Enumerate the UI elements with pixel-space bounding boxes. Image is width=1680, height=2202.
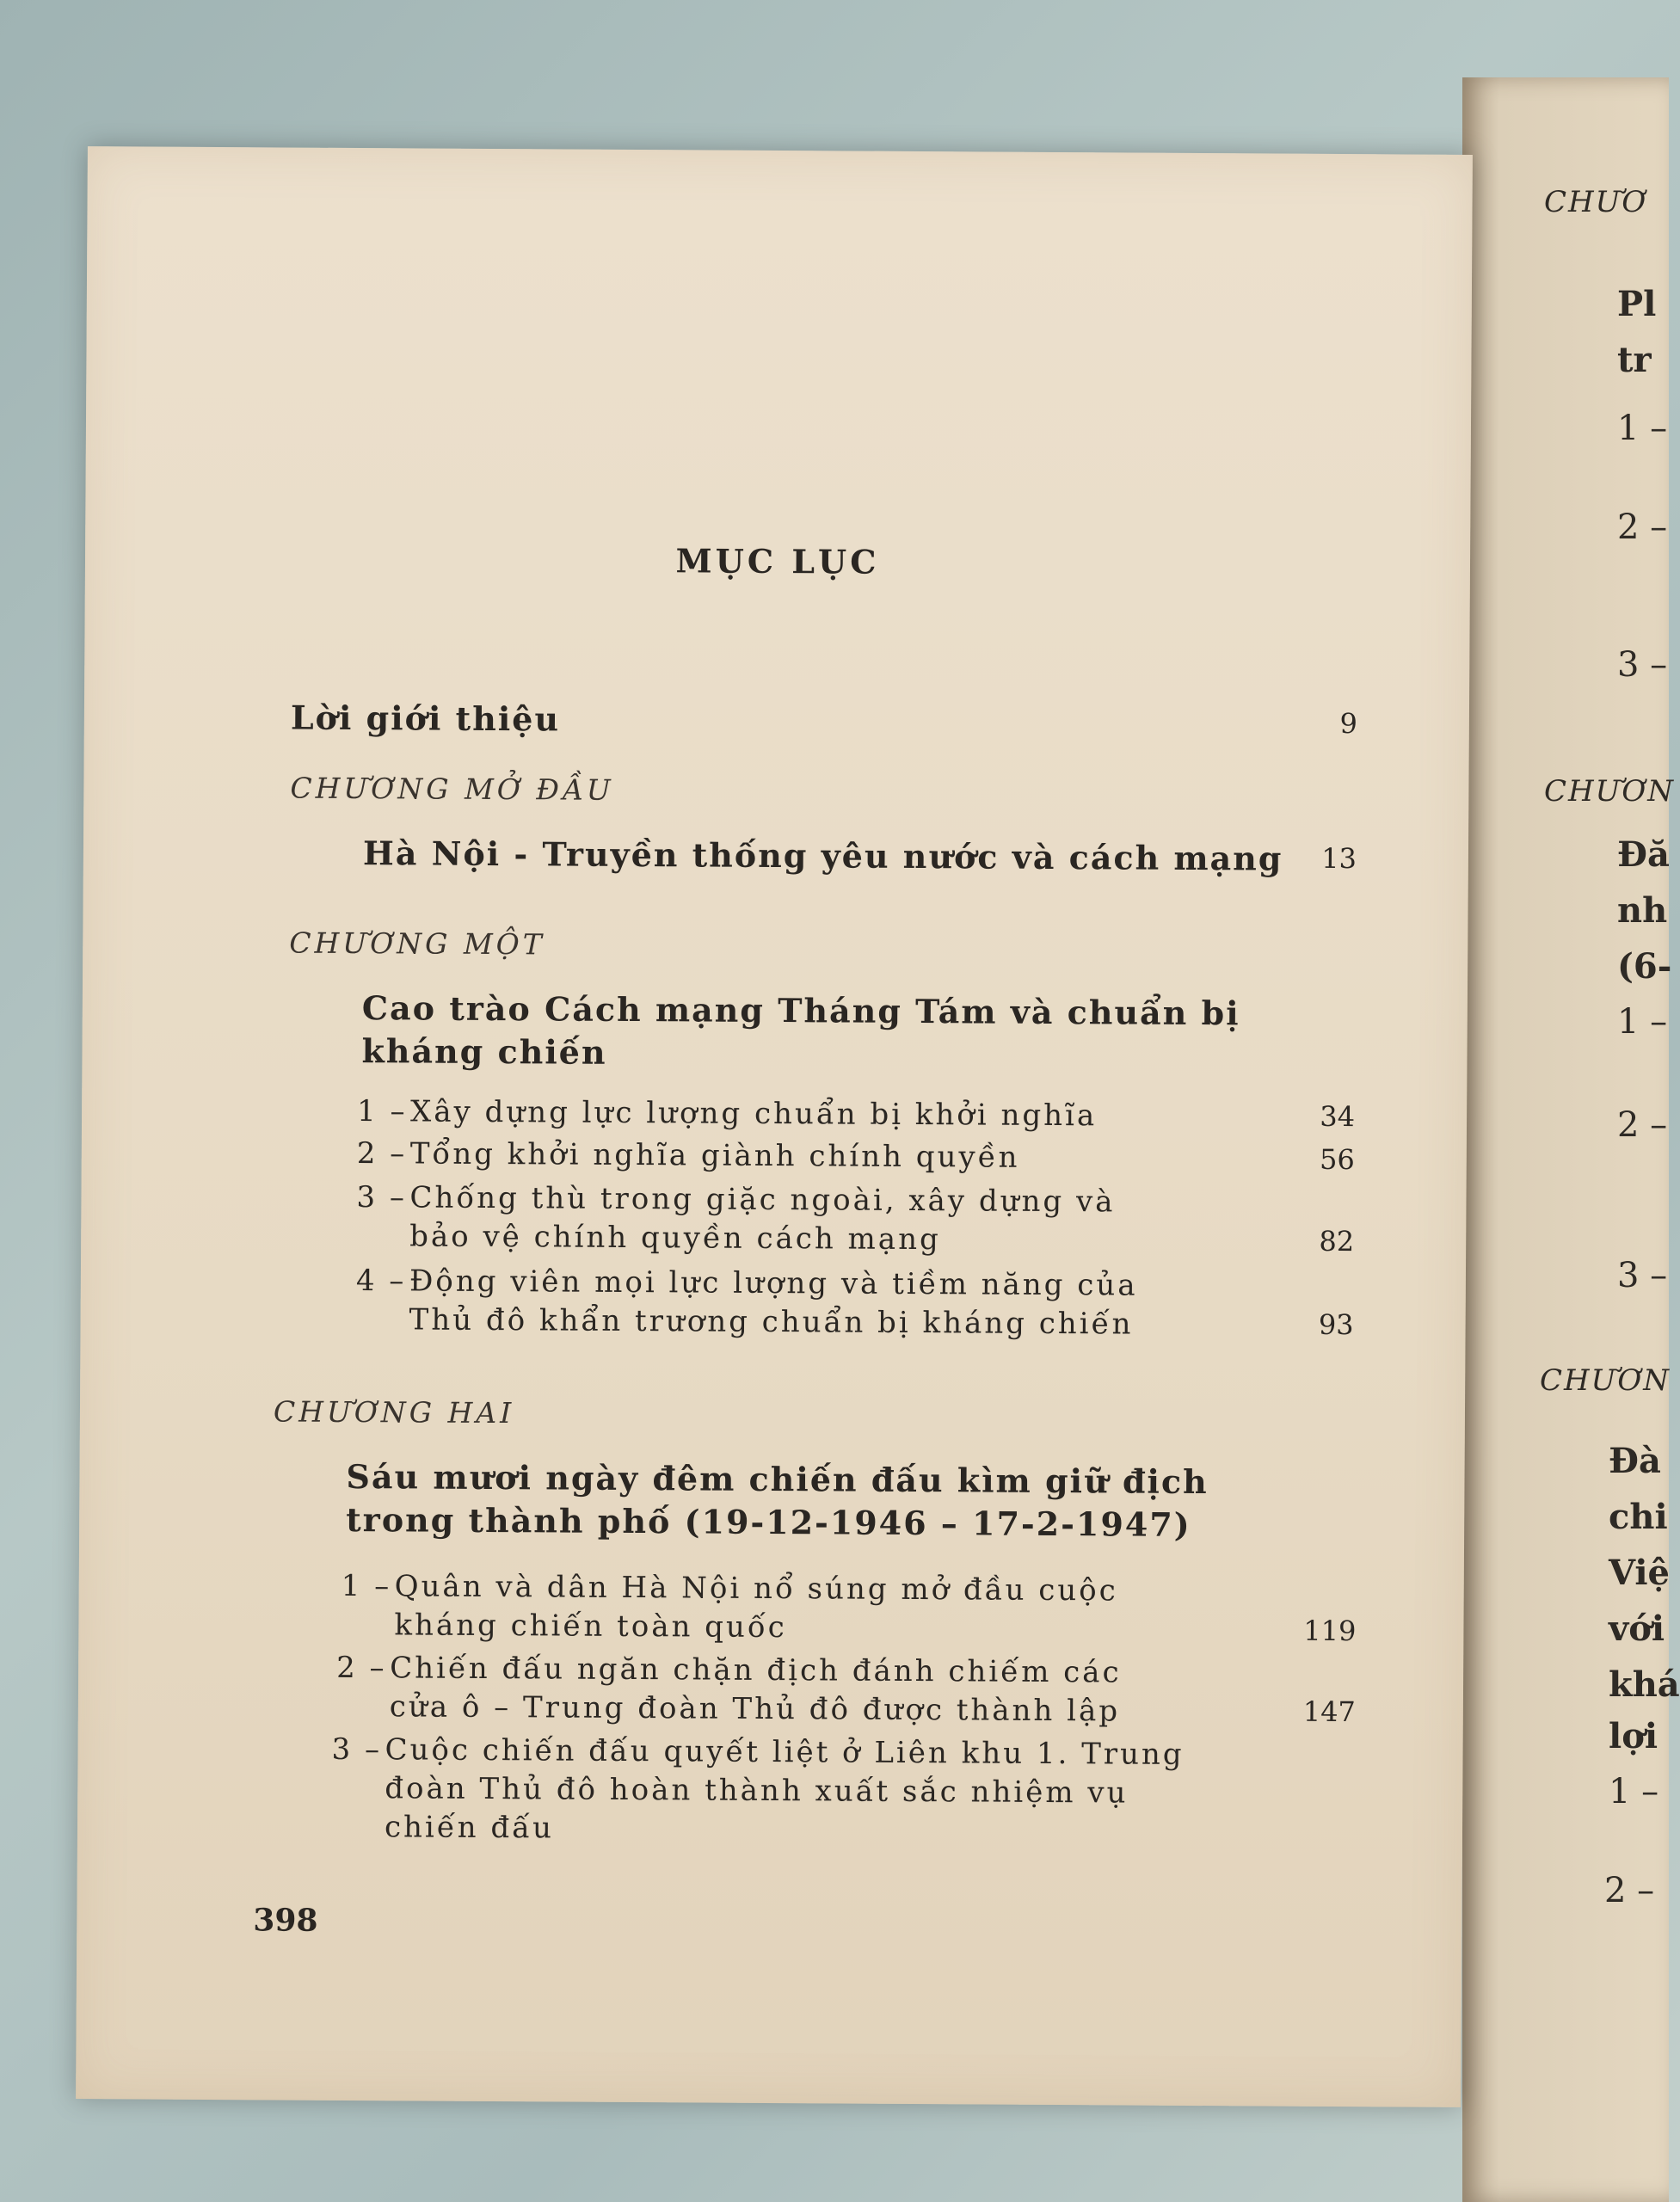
- facing-text: lợi: [1609, 1716, 1658, 1756]
- chapter-title-line: Sáu mươi ngày đêm chiến đấu kìm giữ địch: [346, 1456, 1209, 1502]
- section-number: 3 –: [331, 1731, 383, 1768]
- toc-section: [357, 1135, 1320, 1179]
- section-number: 4 –: [355, 1264, 407, 1299]
- section-text: Cuộc chiến đấu quyết liệt ở Liên khu 1. Trung: [385, 1732, 1185, 1772]
- section-page-number: 147: [1302, 1695, 1356, 1729]
- page-title: MỤC LỤC: [675, 541, 880, 581]
- facing-text: 2 –: [1604, 1871, 1655, 1910]
- chapter-title: Hà Nội - Truyền thống yêu nước và cách mạng: [362, 833, 1283, 878]
- section-number: 2 –: [356, 1136, 408, 1172]
- facing-text: khá: [1609, 1664, 1680, 1705]
- book-page: [76, 146, 1473, 2107]
- chapter-title-line: trong thành phố (19-12-1946 – 17-2-1947): [346, 1499, 1191, 1544]
- section-text: Động viên mọi lực lượng và tiềm năng của: [409, 1264, 1138, 1303]
- toc-section: [355, 1262, 1320, 1345]
- intro-title: Lời giới thiệu: [290, 698, 561, 739]
- intro-page-number: 9: [1339, 707, 1357, 741]
- section-text: Chiến đấu ngăn chặn địch đánh chiếm các: [390, 1651, 1122, 1690]
- toc-section: [331, 1731, 1313, 1853]
- facing-chapter-label: CHƯƠN: [1544, 774, 1675, 809]
- facing-text: 1 –: [1617, 409, 1668, 448]
- page-number: 398: [253, 1902, 318, 1939]
- section-text: Xây dựng lực lượng chuẩn bị khởi nghĩa: [409, 1094, 1098, 1134]
- facing-text: nh: [1617, 890, 1668, 931]
- facing-text: 2 –: [1617, 507, 1668, 547]
- section-text: đoàn Thủ đô hoàn thành xuất sắc nhiệm vụ: [385, 1771, 1129, 1811]
- facing-chapter-label: CHƯƠ: [1544, 185, 1648, 219]
- section-number: 1 –: [341, 1568, 392, 1604]
- section-number: 2 –: [336, 1650, 387, 1686]
- section-text: Quân và dân Hà Nội nổ súng mở đầu cuộc: [394, 1569, 1118, 1608]
- section-text: bảo vệ chính quyền cách mạng: [409, 1219, 941, 1258]
- toc-section: [341, 1567, 1305, 1651]
- section-text: cửa ô – Trung đoàn Thủ đô được thành lập: [389, 1689, 1121, 1729]
- facing-text: 3 –: [1617, 1256, 1668, 1295]
- facing-text: 3 –: [1617, 645, 1668, 685]
- chapter-label: CHƯƠNG HAI: [273, 1394, 515, 1430]
- section-text: chiến đấu: [384, 1810, 555, 1846]
- facing-text: 2 –: [1617, 1105, 1668, 1145]
- section-page-number: 56: [1319, 1142, 1355, 1177]
- toc-section: [336, 1649, 1301, 1732]
- section-page-number: 119: [1303, 1614, 1357, 1648]
- facing-text: Pl: [1617, 284, 1657, 324]
- section-page-number: 82: [1319, 1224, 1355, 1258]
- toc-section: [357, 1092, 1320, 1137]
- toc-section: [356, 1178, 1320, 1262]
- facing-text: 1 –: [1609, 1772, 1659, 1811]
- section-number: 3 –: [356, 1180, 408, 1215]
- section-page-number: 93: [1318, 1307, 1354, 1342]
- chapter-label: CHƯƠNG MỘT: [289, 926, 545, 962]
- section-text: Chống thù trong giặc ngoài, xây dựng và: [409, 1180, 1116, 1220]
- section-text: kháng chiến toàn quốc: [394, 1608, 787, 1645]
- section-page-number: 34: [1320, 1099, 1356, 1134]
- facing-text: 1 –: [1617, 1002, 1668, 1042]
- facing-text: (6-: [1617, 946, 1672, 987]
- facing-text: Đă: [1617, 834, 1670, 875]
- facing-page: [1462, 77, 1680, 2202]
- facing-text: Việ: [1609, 1553, 1670, 1593]
- facing-chapter-label: CHƯƠN: [1540, 1363, 1671, 1398]
- table-of-contents: [76, 146, 1473, 2107]
- facing-text: với: [1609, 1608, 1665, 1649]
- section-number: 1 –: [356, 1094, 408, 1129]
- chapter-page-number: 13: [1321, 841, 1357, 876]
- chapter-title-line: Cao trào Cách mạng Tháng Tám và chuẩn bị: [361, 988, 1240, 1033]
- facing-text: chi: [1609, 1497, 1668, 1537]
- facing-text: Đà: [1609, 1441, 1661, 1481]
- section-text: Tổng khởi nghĩa giành chính quyền: [409, 1136, 1020, 1175]
- section-text: Thủ đô khẩn trương chuẩn bị kháng chiến: [409, 1302, 1134, 1342]
- chapter-title-line: kháng chiến: [361, 1031, 607, 1072]
- facing-text: tr: [1617, 340, 1652, 380]
- chapter-label: CHƯƠNG MỞ ĐẦU: [290, 771, 614, 807]
